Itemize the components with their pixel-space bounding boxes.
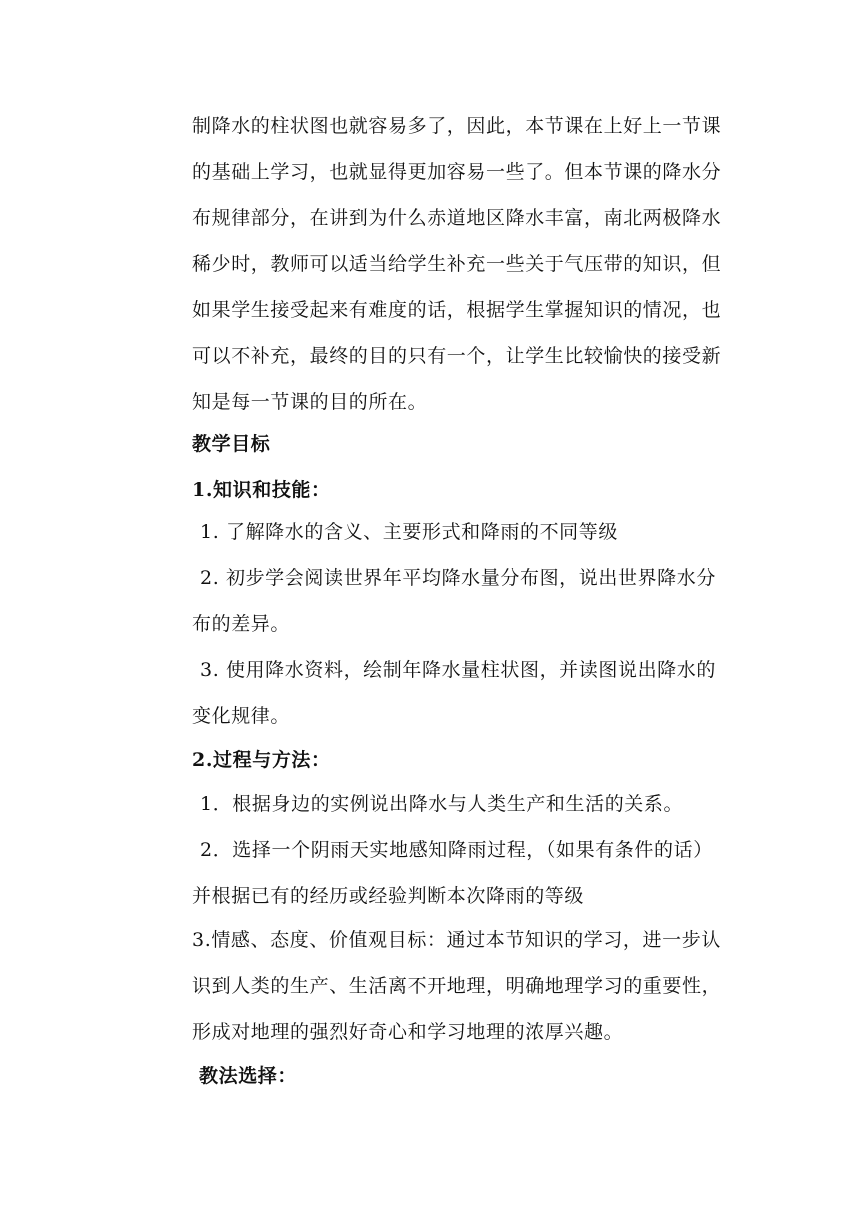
intro-line-4: 稀少时，教师可以适当给学生补充一些关于气压带的知识，但 — [192, 253, 722, 275]
knowledge-skills-heading: 1.知识和技能： — [192, 479, 331, 501]
intro-line-5: 如果学生接受起来有难度的话，根据学生掌握知识的情况，也 — [192, 299, 722, 321]
intro-line-2: 的基础上学习，也就显得更加容易一些了。但本节课的降水分 — [192, 161, 722, 183]
intro-line-1: 制降水的柱状图也就容易多了，因此，本节课在上好上一节课 — [192, 115, 722, 137]
process-item-1: 1．根据身边的实例说出降水与人类生产和生活的关系。 — [200, 793, 684, 815]
process-item-2-cont: 并根据已有的经历或经验判断本次降雨的等级 — [192, 885, 585, 907]
emotion-line-1: 3.情感、态度、价值观目标：通过本节知识的学习，进一步认 — [192, 929, 721, 951]
knowledge-item-2-cont: 布的差异。 — [192, 613, 291, 635]
knowledge-item-2: 2. 初步学会阅读世界年平均降水量分布图，说出世界降水分 — [200, 567, 716, 589]
emotion-line-2: 识到人类的生产、生活离不开地理，明确地理学习的重要性， — [192, 975, 722, 997]
knowledge-item-3-cont: 变化规律。 — [192, 705, 291, 727]
process-item-2: 2．选择一个阴雨天实地感知降雨过程，（如果有条件的话） — [200, 839, 713, 861]
emotion-line-3: 形成对地理的强烈好奇心和学习地理的浓厚兴趣。 — [192, 1021, 624, 1043]
intro-line-3: 布规律部分，在讲到为什么赤道地区降水丰富，南北两极降水 — [192, 207, 722, 229]
intro-line-7: 知是每一节课的目的所在。 — [192, 391, 428, 413]
teaching-goals-heading: 教学目标 — [192, 433, 271, 455]
teaching-method-heading: 教法选择： — [199, 1065, 298, 1087]
knowledge-item-3: 3. 使用降水资料，绘制年降水量柱状图，并读图说出降水的 — [200, 659, 716, 681]
knowledge-item-1: 1. 了解降水的含义、主要形式和降雨的不同等级 — [200, 521, 618, 543]
process-method-heading: 2.过程与方法： — [192, 749, 331, 771]
intro-line-6: 可以不补充，最终的目的只有一个，让学生比较愉快的接受新 — [192, 345, 722, 367]
